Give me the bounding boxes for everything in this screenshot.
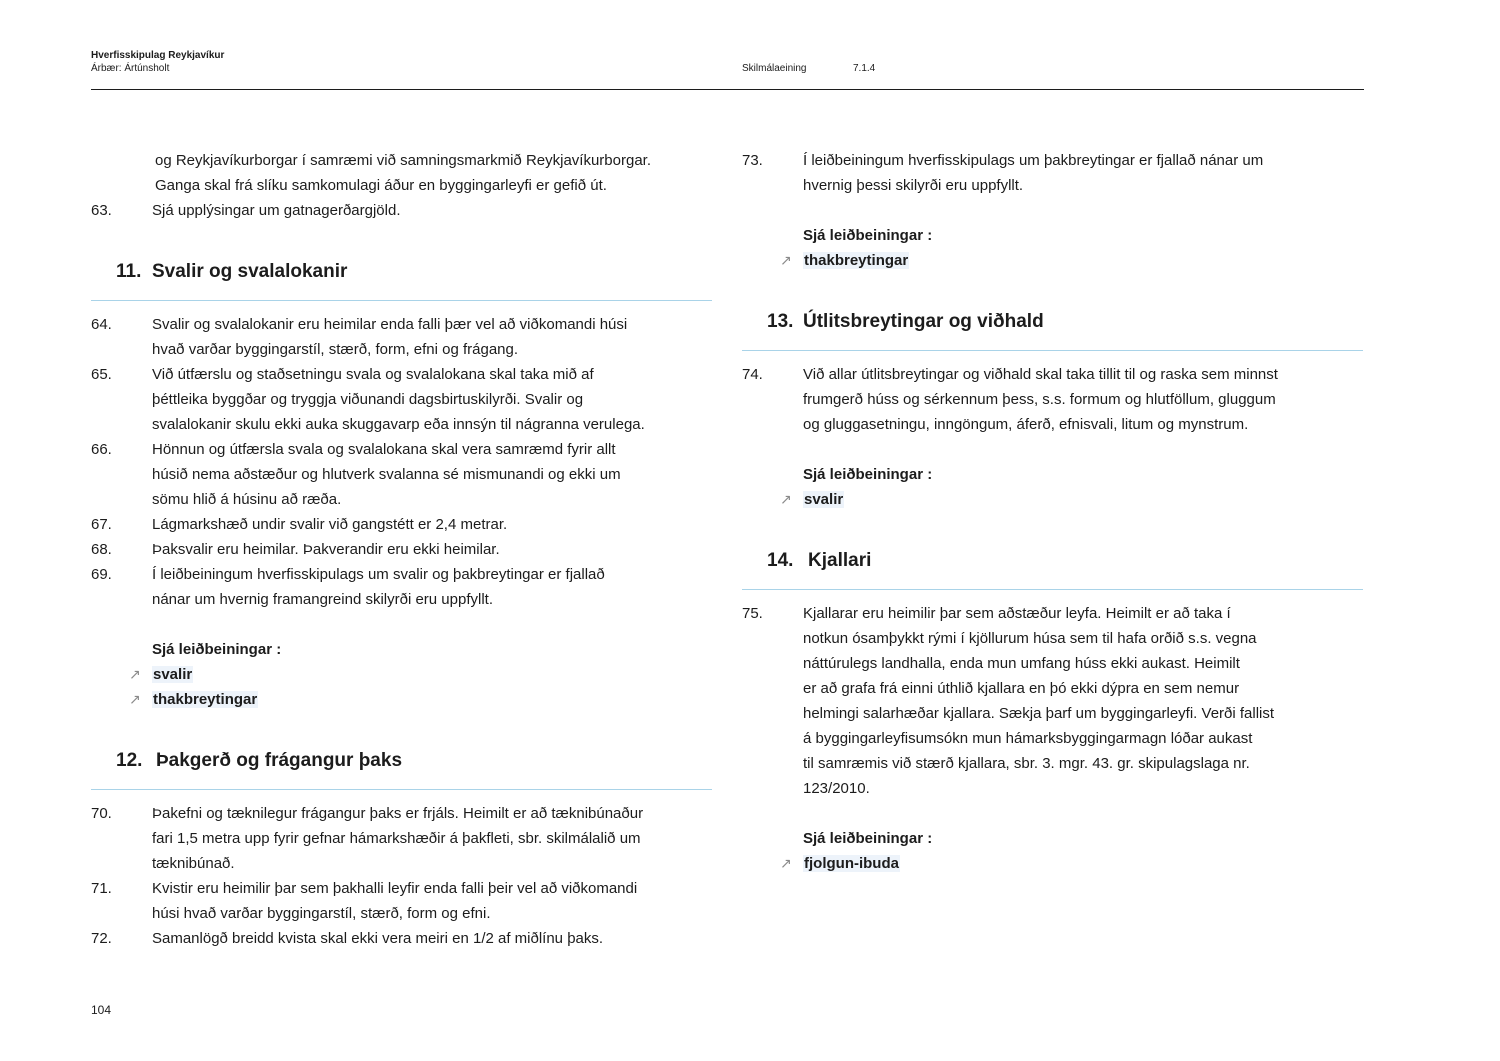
section-heading-12 — [91, 749, 712, 790]
guideline-link-text[interactable]: svalir — [153, 666, 193, 683]
item-text: Samanlögð breidd kvista skal ekki vera meiri en 1/2 af miðlínu þaks. — [152, 930, 604, 947]
see-guidelines-block — [742, 223, 1363, 273]
section-title: Þakgerð og frágangur þaks — [156, 750, 403, 771]
item-text: Við allar útlitsbreytingar og viðhald skal taka tillit til og raska sem minnst frumgerð húss og sérkennum þess, s.s. formum og hlutföllum, gluggum og gluggasetningu, inngöngum, áferð, efnisvali, litum og mynstrum. — [803, 366, 1278, 433]
list-item-72 — [91, 926, 712, 951]
left-column — [91, 148, 712, 951]
list-item-65 — [91, 362, 712, 437]
guideline-link-fjolgun-ibuda[interactable] — [742, 851, 1363, 876]
item-text: Í leiðbeiningum hverfisskipulags um svalir og þakbreytingar er fjallað nánar um hvernig framangreind skilyrði eru uppfyllt. — [152, 566, 605, 608]
see-guidelines-label: Sjá leiðbeiningar : — [803, 466, 933, 483]
item-text: Í leiðbeiningum hverfisskipulags um þakbreytingar er fjallað nánar um hvernig þessi skilyrði eru uppfyllt. — [803, 152, 1264, 194]
item-number: 72. — [91, 930, 112, 947]
item-number: 65. — [91, 366, 112, 383]
section-heading-13 — [742, 310, 1363, 351]
arrow-up-right-icon: ↗ — [129, 691, 141, 707]
item-text: Þakefni og tæknilegur frágangur þaks er frjáls. Heimilt er að tæknibúnaður fari 1,5 metra upp fyrir gefnar hámarkshæðir á þakfleti, sbr. skilmálalið um tæknibúnað. — [152, 805, 644, 872]
guideline-link-text[interactable]: thakbreytingar — [804, 252, 909, 269]
item-number: 66. — [91, 441, 112, 458]
guideline-link-thakbreytingar[interactable] — [742, 248, 1363, 273]
item-text: Hönnun og útfærsla svala og svalalokana skal vera samræmd fyrir allt húsið nema aðstæður og hlutverk svalanna sé mismunandi og ekki um sömu hlið á húsinu að ræða. — [152, 441, 621, 508]
list-item-63 — [91, 198, 712, 223]
see-guidelines-block — [91, 637, 712, 712]
header-section: Skilmálaeining — [742, 63, 807, 74]
list-item-68 — [91, 537, 712, 562]
item-number: 67. — [91, 516, 112, 533]
item-number: 64. — [91, 316, 112, 333]
list-item-64 — [91, 312, 712, 362]
see-guidelines-label: Sjá leiðbeiningar : — [803, 830, 933, 847]
item-text: Kjallarar eru heimilir þar sem aðstæður leyfa. Heimilt er að taka í notkun ósamþykkt rými í kjöllurum húsa sem til hafa orðið s.s. vegna náttúrulegs landhalla, enda mun umfang húss ekki aukast. Heimilt er að grafa frá einni úthlið kjallara en þó ekki dýpra en sem nemur helmingi salarhæðar kjallara. Sækja þarf um byggingarleyfi. Verði fallist á byggingarleyfisumsókn mun hámarksbyggingarmagn lóðar aukast til samræmis við stærð kjallara, sbr. 3. mgr. 43. gr. skipulagslaga nr. 123/2010. — [803, 605, 1275, 797]
see-guidelines-block — [742, 462, 1363, 512]
item-number: 74. — [742, 366, 763, 383]
item-number: 63. — [91, 202, 112, 219]
right-column — [742, 148, 1363, 876]
page-number: 104 — [91, 1003, 112, 1017]
item-text: Svalir og svalalokanir eru heimilar enda falli þær vel að viðkomandi húsi hvað varðar byggingarstíl, stærð, form, efni og frágang. — [152, 316, 628, 358]
section-number: 14. — [767, 550, 794, 571]
section-title: Útlitsbreytingar og viðhald — [803, 311, 1044, 332]
header-divider — [91, 89, 1364, 90]
arrow-up-right-icon: ↗ — [780, 252, 792, 268]
section-number: 12. — [116, 750, 143, 771]
arrow-up-right-icon: ↗ — [780, 855, 792, 871]
guideline-link-svalir[interactable] — [91, 662, 712, 687]
item-number: 73. — [742, 152, 763, 169]
arrow-up-right-icon: ↗ — [780, 491, 792, 507]
item-text: Við útfærslu og staðsetningu svala og svalalokana skal taka mið af þéttleika byggðar og tryggja viðunandi dagsbirtuskilyrði. Svalir og svalalokanir skulu ekki auka skuggavarp eða innsýn til nágranna verulega. — [152, 366, 645, 433]
section-title: Kjallari — [808, 550, 872, 571]
item-text: Lágmarkshæð undir svalir við gangstétt er 2,4 metrar. — [152, 516, 508, 533]
section-heading-14 — [742, 549, 1363, 590]
list-item-74 — [742, 362, 1363, 437]
list-item-71 — [91, 876, 712, 926]
list-item-70 — [91, 801, 712, 876]
header-org: Hverfisskipulag Reykjavíkur — [91, 50, 225, 61]
list-item-69 — [91, 562, 712, 612]
see-guidelines-block — [742, 826, 1363, 876]
list-item-73 — [742, 148, 1363, 198]
section-title: Svalir og svalalokanir — [152, 261, 348, 282]
item-text: Kvistir eru heimilir þar sem þakhalli leyfir enda falli þeir vel að viðkomandi húsi hvað varðar byggingarstíl, stærð, form og efni. — [152, 880, 638, 922]
item-number: 75. — [742, 605, 763, 622]
list-item-66 — [91, 437, 712, 512]
section-heading-11 — [91, 260, 712, 301]
list-item-75 — [742, 601, 1363, 801]
continued-paragraph: og Reykjavíkurborgar í samræmi við samningsmarkmið Reykjavíkurborgar. Ganga skal frá slíku samkomulagi áður en byggingarleyfi er gefið út. — [155, 152, 651, 194]
item-number: 68. — [91, 541, 112, 558]
header-subtitle: Árbær: Ártúnsholt — [91, 63, 170, 74]
see-guidelines-label: Sjá leiðbeiningar : — [152, 641, 282, 658]
guideline-link-svalir[interactable] — [742, 487, 1363, 512]
section-number: 13. — [767, 311, 794, 332]
item-text: Sjá upplýsingar um gatnagerðargjöld. — [152, 202, 401, 219]
item-number: 70. — [91, 805, 112, 822]
guideline-link-text[interactable]: thakbreytingar — [153, 691, 258, 708]
guideline-link-text[interactable]: svalir — [804, 491, 844, 508]
guideline-link-text[interactable]: fjolgun-ibuda — [804, 855, 899, 872]
list-item-67 — [91, 512, 712, 537]
see-guidelines-label: Sjá leiðbeiningar : — [803, 227, 933, 244]
item-number: 71. — [91, 880, 112, 897]
item-text: Þaksvalir eru heimilar. Þakverandir eru ekki heimilar. — [152, 541, 500, 558]
header-section-number: 7.1.4 — [853, 63, 876, 74]
arrow-up-right-icon: ↗ — [129, 666, 141, 682]
section-number: 11. — [116, 261, 142, 282]
item-number: 69. — [91, 566, 112, 583]
guideline-link-thakbreytingar[interactable] — [91, 687, 712, 712]
